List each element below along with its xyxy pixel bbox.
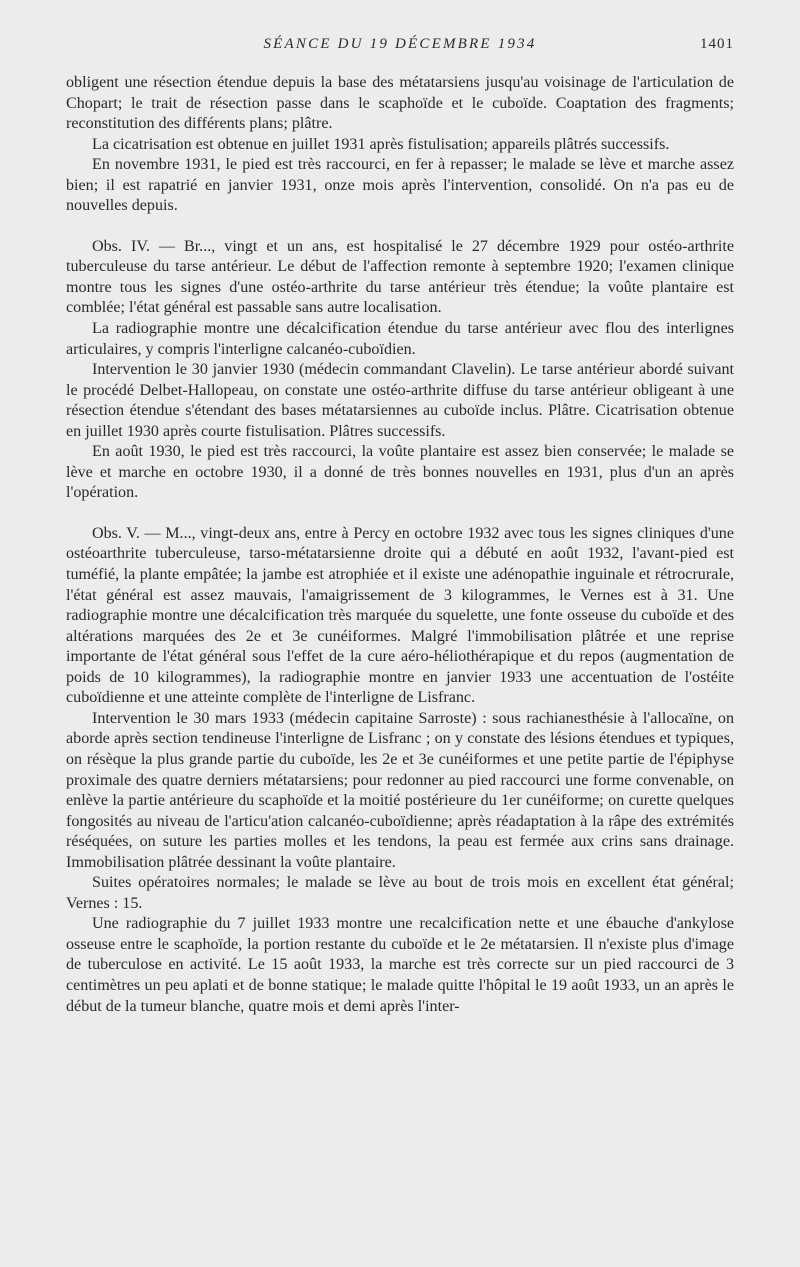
- paragraph: En novembre 1931, le pied est très raccourci, en fer à repasser; le malade se lève et marche assez bien; il est rapatrié en janvier 1931, onze mois après l'intervention, consolidé. On n'a pas eu de nouvelles depuis.: [66, 156, 734, 215]
- running-title: SÉANCE DU 19 DÉCEMBRE 1934: [263, 36, 537, 52]
- paragraph: Intervention le 30 janvier 1930 (médecin commandant Clavelin). Le tarse antérieur abordé suivant le procédé Delbet-Hallopeau, on constate une ostéo-arthrite diffuse du tarse antérieur obligeant à une résection étendue s'étendant des bases métatarsiennes au cuboïde inclus. Plâtre. Cicatrisation obtenue en juillet 1930 après courte fistulisation. Plâtres successifs.: [66, 361, 734, 440]
- paragraph: obligent une résection étendue depuis la base des métatarsiens jusqu'au voisinage de l'articulation de Chopart; le trait de résection passe dans le scaphoïde et le cuboïde. Coaptation des fragments; reconstitution des différents plans; plâtre.: [66, 74, 734, 133]
- observation-v-paragraph: Obs. V. — M..., vingt-deux ans, entre à Percy en octobre 1932 avec tous les signes cliniques d'une ostéoarthrite tuberculeuse, tarso-métatarsienne droite qui a débuté en août 1932, l'avant-pied est tuméfié, la plante empâtée; la jambe est atrophiée et il existe une adénopathie inguinale et rétrocrurale, l'état général est assez mauvais, l'amaigrissement de 3 kilogrammes, le Vernes est à 31. Une radiographie montre une décalcification très marquée du squelette, une fonte osseuse du cuboïde et des altérations marquées des 2e et 3e cunéiformes. Malgré l'immobilisation plâtrée et une reprise importante de l'état général sous l'effet de la cure aéro-héliothérapique et du repos (augmentation de poids de 10 kilogrammes), la radiographie montre en janvier 1933 une accentuation de l'ostéite cuboïdienne et une atteinte complète de l'interligne de Lisfranc.: [66, 524, 734, 707]
- observation-iv-paragraph: Obs. IV. — Br..., vingt et un ans, est hospitalisé le 27 décembre 1929 pour ostéo-arthrite tuberculeuse du tarse antérieur. Le début de l'affection remonte à septembre 1920; l'examen clinique montre tous les signes d'une ostéo-arthrite du tarse antérieur très étendue; la voûte plantaire est comblée; l'état général est passable sans autre localisation.: [66, 237, 734, 317]
- paragraph: En août 1930, le pied est très raccourci, la voûte plantaire est assez bien conservée; le malade se lève et marche en octobre 1930, il a donné de très bonnes nouvelles en 1931, plus d'un an après l'opération.: [66, 443, 734, 502]
- paragraph: Une radiographie du 7 juillet 1933 montre une recalcification nette et une ébauche d'ankylose osseuse entre le scaphoïde, la portion restante du cuboïde et le 2e métatarsien. Il n'existe plus d'image de tuberculose en activité. Le 15 août 1933, la marche est très correcte sur un pied raccourci de 3 centimètres un peu aplati et de bonne statique; le malade quitte l'hôpital le 19 août 1933, un an après le début de la tumeur blanche, quatre mois et demi après l'inter-: [66, 915, 734, 1015]
- page-number: 1401: [700, 36, 734, 52]
- page-header: [66, 36, 734, 60]
- paragraph: La cicatrisation est obtenue en juillet 1931 après fistulisation; appareils plâtrés successifs.: [92, 135, 670, 153]
- paragraph: La radiographie montre une décalcification étendue du tarse antérieur avec flou des interlignes articulaires, y compris l'interligne calcanéo-cuboïdien.: [66, 320, 734, 358]
- body-text: [66, 73, 734, 1017]
- paragraph: Suites opératoires normales; le malade se lève au bout de trois mois en excellent état général; Vernes : 15.: [66, 874, 734, 912]
- paragraph: Intervention le 30 mars 1933 (médecin capitaine Sarroste) : sous rachianesthésie à l'allocaïne, on aborde après section tendineuse l'interligne de Lisfranc ; on y constate des lésions étendues et typiques, on résèque la plus grande partie du cuboïde, les 2e et 3e cunéiformes et une petite partie de l'épiphyse proximale des quatre derniers métatarsiens; pour redonner au pied raccourci une forme convenable, on enlève la partie antérieure du scaphoïde et la moitié postérieure du 1er cunéiforme; on curette quelques fongosités au niveau de l'articu'ation calcanéo-cuboïdienne; après réadaptation à la râpe des extrémités réséquées, on suture les parties molles et les tendons, la peau est fermée aux crins sans drainage. Immobilisation plâtrée dessinant la voûte plantaire.: [66, 709, 734, 871]
